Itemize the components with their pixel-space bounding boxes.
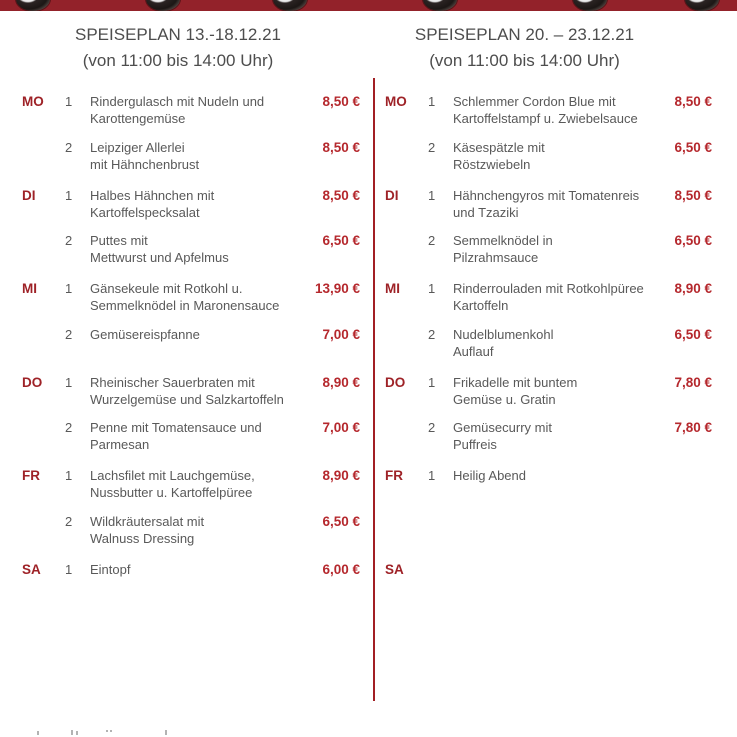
item-number: 2 bbox=[65, 420, 73, 435]
item-price: 6,50 € bbox=[674, 326, 712, 342]
plan-header bbox=[361, 11, 688, 74]
menu-item bbox=[428, 326, 712, 372]
item-price: 8,50 € bbox=[322, 94, 360, 109]
menu-item bbox=[428, 139, 712, 185]
menu-item bbox=[65, 93, 360, 139]
day-group bbox=[385, 374, 712, 468]
clipped-text-fragment bbox=[165, 730, 167, 735]
menu-item bbox=[65, 561, 360, 607]
menu-item bbox=[428, 187, 712, 233]
day-label: SA bbox=[385, 561, 404, 577]
day-group bbox=[22, 93, 360, 187]
day-label: MI bbox=[22, 281, 37, 296]
day-group bbox=[385, 561, 712, 655]
item-number: 1 bbox=[428, 187, 436, 203]
day-label: DO bbox=[385, 374, 406, 390]
item-line2: mit Hähnchenbrust bbox=[90, 156, 200, 172]
plate-photo-icon bbox=[273, 0, 307, 11]
item-line2: Mettwurst und Apfelmus bbox=[90, 250, 229, 265]
item-price: 8,50 € bbox=[322, 187, 360, 203]
item-price: 8,90 € bbox=[322, 468, 360, 483]
item-description bbox=[90, 419, 296, 453]
item-price: 6,50 € bbox=[674, 233, 712, 248]
menu-item bbox=[65, 374, 360, 420]
item-number: 2 bbox=[65, 326, 73, 342]
item-number: 1 bbox=[65, 374, 73, 390]
item-line2: Karottengemüse bbox=[90, 111, 186, 126]
plate-photo-icon bbox=[16, 0, 50, 11]
item-description bbox=[90, 232, 296, 266]
plans-row bbox=[0, 11, 737, 654]
day-items bbox=[428, 467, 712, 513]
day-items bbox=[65, 561, 360, 607]
item-number: 1 bbox=[65, 187, 73, 203]
day-group bbox=[385, 187, 712, 281]
day-group bbox=[385, 93, 712, 187]
plate-photo-icon bbox=[423, 0, 457, 11]
item-price: 8,50 € bbox=[674, 94, 712, 109]
plan-column bbox=[0, 11, 373, 654]
plan-subtitle: (von 11:00 bis 14:00 Uhr) bbox=[429, 51, 620, 70]
plate-photo-icon bbox=[146, 0, 180, 11]
day-label: MO bbox=[22, 94, 44, 109]
item-number: 1 bbox=[65, 561, 73, 577]
item-line2: Nussbutter u. Kartoffelpüree bbox=[90, 485, 253, 500]
plate-photo-icon bbox=[685, 0, 719, 11]
day-label: DI bbox=[385, 187, 399, 203]
item-line1: Eintopf bbox=[90, 561, 131, 577]
item-line2: Semmelknödel in Maronensauce bbox=[90, 298, 280, 313]
item-line1: Rindergulasch mit Nudeln und bbox=[90, 94, 265, 109]
item-line2: Walnuss Dressing bbox=[90, 530, 195, 546]
day-group bbox=[22, 467, 360, 561]
day-group bbox=[22, 561, 360, 655]
clipped-text-fragment bbox=[106, 730, 108, 732]
day-group bbox=[22, 187, 360, 281]
item-description bbox=[453, 139, 648, 173]
menu-item bbox=[65, 232, 360, 278]
item-number: 1 bbox=[428, 94, 436, 109]
day-label: FR bbox=[22, 468, 40, 483]
day-items bbox=[428, 280, 712, 371]
item-description bbox=[90, 93, 296, 127]
menu-item bbox=[428, 419, 712, 465]
item-line1: Hähnchengyros mit Tomatenreis bbox=[453, 187, 640, 203]
item-number: 2 bbox=[428, 326, 436, 342]
item-line2: Pilzrahmsauce bbox=[453, 250, 539, 265]
day-group bbox=[22, 280, 360, 374]
item-line1: Wildkräutersalat mit bbox=[90, 513, 205, 529]
item-number: 1 bbox=[65, 94, 73, 109]
clipped-text-fragment bbox=[71, 730, 73, 735]
day-items bbox=[428, 93, 712, 184]
item-number: 1 bbox=[65, 281, 73, 296]
clipped-text-fragment bbox=[110, 730, 112, 732]
plan-title: SPEISEPLAN 20. – 23.12.21 bbox=[414, 25, 635, 44]
item-line1: Rinderrouladen mit Rotkohlpüree bbox=[453, 281, 644, 296]
item-line1: Lachsfilet mit Lauchgemüse, bbox=[90, 468, 255, 483]
item-price: 8,50 € bbox=[322, 139, 360, 155]
item-number: 1 bbox=[428, 374, 436, 390]
item-description bbox=[90, 139, 296, 173]
item-description bbox=[453, 419, 648, 453]
vertical-divider bbox=[373, 78, 375, 701]
plan-header bbox=[9, 11, 347, 74]
day-items bbox=[65, 280, 360, 371]
day-group bbox=[385, 280, 712, 374]
menu-item bbox=[428, 232, 712, 278]
item-line1: Gemüsereispfanne bbox=[90, 326, 200, 342]
item-line2: Auflauf bbox=[453, 343, 494, 359]
item-line2: Kartoffeln bbox=[453, 298, 509, 313]
menu-item bbox=[428, 374, 712, 420]
item-number: 1 bbox=[65, 468, 73, 483]
menu-item bbox=[428, 467, 712, 513]
menu-item bbox=[65, 187, 360, 233]
item-number: 2 bbox=[65, 233, 73, 248]
day-items bbox=[65, 93, 360, 184]
item-description bbox=[90, 326, 296, 343]
day-label: SA bbox=[22, 561, 41, 577]
menu-item bbox=[65, 280, 360, 326]
item-line1: Halbes Hähnchen mit bbox=[90, 187, 215, 203]
item-line1: Käsespätzle mit bbox=[453, 139, 545, 155]
item-line2: Kartoffelspecksalat bbox=[90, 204, 200, 220]
plan-title: SPEISEPLAN 13.-18.12.21 bbox=[74, 25, 282, 44]
menu-item bbox=[428, 93, 712, 139]
item-line1: Semmelknödel in bbox=[453, 233, 553, 248]
day-label: MO bbox=[385, 94, 407, 109]
item-line1: Leipziger Allerlei bbox=[90, 139, 185, 155]
plan-subtitle: (von 11:00 bis 14:00 Uhr) bbox=[82, 51, 274, 70]
menu-item bbox=[65, 326, 360, 372]
item-line2: Puffreis bbox=[453, 437, 497, 452]
item-description bbox=[90, 280, 296, 314]
menu-item bbox=[428, 280, 712, 326]
item-description bbox=[90, 513, 296, 547]
day-items bbox=[65, 374, 360, 465]
item-number: 2 bbox=[65, 513, 73, 529]
item-line1: Gemüsecurry mit bbox=[453, 420, 552, 435]
item-line1: Rheinischer Sauerbraten mit bbox=[90, 374, 255, 390]
item-number: 1 bbox=[428, 468, 436, 483]
item-line1: Penne mit Tomatensauce und bbox=[90, 420, 262, 435]
item-description bbox=[90, 561, 296, 578]
item-number: 2 bbox=[428, 139, 436, 155]
top-banner bbox=[0, 0, 737, 11]
menu-item bbox=[65, 419, 360, 465]
item-line1: Schlemmer Cordon Blue mit bbox=[453, 94, 616, 109]
day-list bbox=[385, 74, 712, 654]
day-list bbox=[22, 74, 360, 654]
item-number: 2 bbox=[428, 233, 436, 248]
plan-column bbox=[373, 11, 737, 654]
day-group bbox=[22, 374, 360, 468]
item-line2: Kartoffelstampf u. Zwiebelsauce bbox=[453, 111, 638, 126]
item-line1: Nudelblumenkohl bbox=[453, 326, 554, 342]
day-label: MI bbox=[385, 281, 400, 296]
item-price: 13,90 € bbox=[314, 281, 360, 296]
item-price: 6,50 € bbox=[322, 233, 360, 248]
item-description bbox=[90, 187, 296, 221]
day-items bbox=[428, 187, 712, 278]
item-line2: und Tzaziki bbox=[453, 204, 519, 220]
item-price: 6,50 € bbox=[674, 139, 712, 155]
item-line2: Gemüse u. Gratin bbox=[453, 391, 556, 407]
item-description bbox=[453, 187, 648, 221]
item-description bbox=[453, 374, 648, 408]
item-description bbox=[453, 280, 648, 314]
day-label: DI bbox=[22, 187, 36, 203]
item-description bbox=[453, 93, 648, 127]
item-price: 6,50 € bbox=[322, 513, 360, 529]
item-description bbox=[453, 467, 648, 484]
item-description bbox=[453, 232, 648, 266]
item-price: 8,90 € bbox=[322, 374, 360, 390]
menu-item bbox=[65, 513, 360, 559]
item-price: 7,00 € bbox=[322, 326, 360, 342]
day-items bbox=[428, 374, 712, 465]
menu-item bbox=[65, 139, 360, 185]
item-line1: Puttes mit bbox=[90, 233, 148, 248]
item-line2: Parmesan bbox=[90, 437, 150, 452]
plate-photo-icon bbox=[573, 0, 607, 11]
clipped-text-fragment bbox=[76, 731, 78, 735]
day-items bbox=[65, 467, 360, 558]
item-price: 8,90 € bbox=[674, 281, 712, 296]
item-price: 8,50 € bbox=[674, 187, 712, 203]
item-line1: Frikadelle mit buntem bbox=[453, 374, 578, 390]
item-price: 7,80 € bbox=[674, 374, 712, 390]
day-label: DO bbox=[22, 374, 43, 390]
item-price: 7,00 € bbox=[322, 420, 360, 435]
item-description bbox=[90, 374, 296, 408]
item-line1: Heilig Abend bbox=[453, 468, 526, 483]
item-description bbox=[453, 326, 648, 360]
day-items bbox=[65, 187, 360, 278]
item-line2: Wurzelgemüse und Salzkartoffeln bbox=[90, 391, 284, 407]
item-price: 6,00 € bbox=[322, 561, 360, 577]
clipped-text-fragment bbox=[37, 731, 39, 735]
day-label: FR bbox=[385, 468, 403, 483]
item-number: 2 bbox=[428, 420, 436, 435]
item-line1: Gänsekeule mit Rotkohl u. bbox=[90, 281, 243, 296]
day-group bbox=[385, 467, 712, 561]
item-description bbox=[90, 467, 296, 501]
menu-item bbox=[65, 467, 360, 513]
item-price: 7,80 € bbox=[674, 420, 712, 435]
item-line2: Röstzwiebeln bbox=[453, 156, 531, 172]
item-number: 2 bbox=[65, 139, 73, 155]
item-number: 1 bbox=[428, 281, 436, 296]
